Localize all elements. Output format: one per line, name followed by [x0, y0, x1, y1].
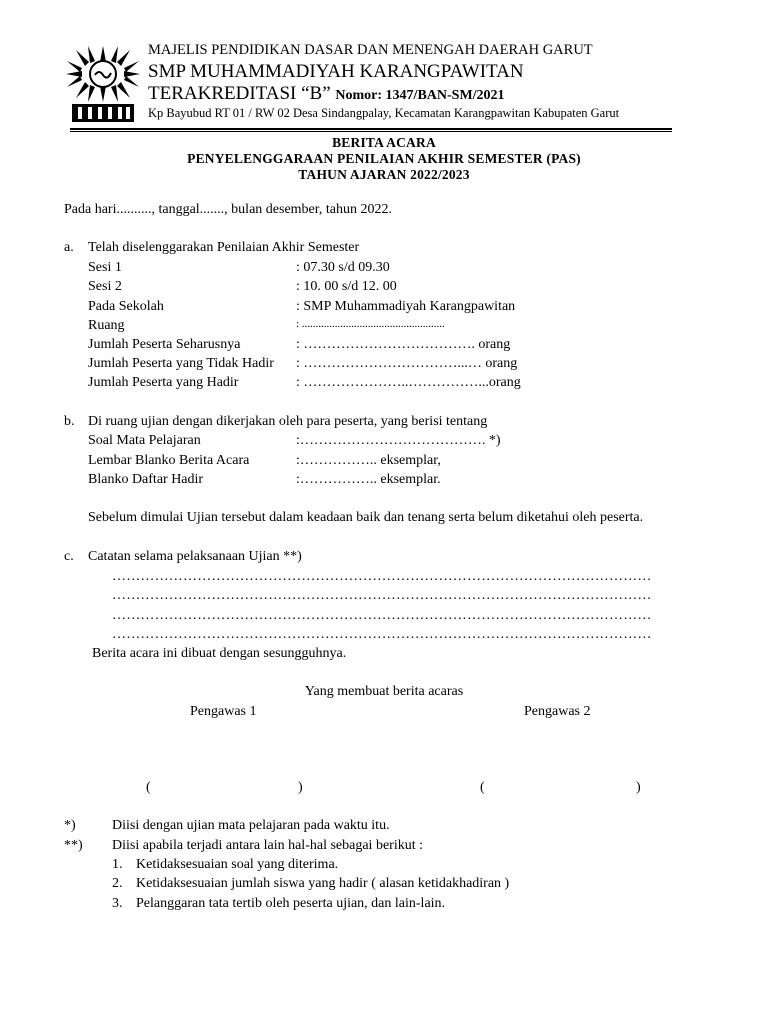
footnote-item-num: 3.	[112, 896, 123, 911]
signature-right-open: (	[480, 780, 485, 795]
notes-dotted-line: ……………………………………………………………………………………………………	[112, 627, 652, 642]
school-name: SMP MUHAMMADIYAH KARANGPAWITAN	[148, 61, 524, 82]
row-label: Jumlah Peserta Seharusnya	[88, 337, 241, 352]
row-value: : …………………..……………...orang	[296, 375, 521, 390]
row-value: :…………………………………. *)	[296, 433, 501, 448]
row-label: Soal Mata Pelajaran	[88, 433, 201, 448]
section-b-heading: Di ruang ujian dengan dikerjakan oleh para peserta, yang berisi tentang	[88, 414, 488, 429]
row-value: : ……………………………...… orang	[296, 356, 518, 371]
school-address: Kp Bayubud RT 01 / RW 02 Desa Sindangpalay, Kecamatan Karangpawitan Kabupaten Garut	[148, 106, 620, 120]
row-value: : 07.30 s/d 09.30	[296, 260, 390, 275]
row-value: : ....................................................	[296, 318, 445, 330]
signature-left-open: (	[146, 780, 151, 795]
footnote-item-text: Ketidaksesuaian jumlah siswa yang hadir ( alasan ketidakhadiran )	[136, 876, 510, 891]
accreditation: TERAKREDITASI “B”	[148, 83, 331, 104]
signature-left-title: Pengawas 1	[190, 704, 257, 719]
doc-title-3: TAHUN AJARAN 2022/2023	[298, 167, 470, 182]
section-b-marker: b.	[64, 414, 75, 429]
row-label: Ruang	[88, 318, 125, 333]
row-value: : 10. 00 s/d 12. 00	[296, 279, 397, 294]
section-c-marker: c.	[64, 549, 74, 564]
footnote-star1-text: Diisi dengan ujian mata pelajaran pada waktu itu.	[112, 818, 390, 833]
row-value: : ………………………………. orang	[296, 337, 511, 352]
footnote-item-text: Pelanggaran tata tertib oleh peserta ujian, dan lain-lain.	[136, 896, 446, 911]
intro-line: Pada hari.........., tanggal......., bulan desember, tahun 2022.	[64, 202, 392, 217]
row-label: Sesi 2	[88, 279, 122, 294]
row-label: Blanko Daftar Hadir	[88, 472, 204, 487]
signature-right-close: )	[636, 780, 641, 795]
signature-left-close: )	[298, 780, 303, 795]
footnote-item-num: 2.	[112, 876, 123, 891]
doc-title-2: PENYELENGGARAAN PENILAIAN AKHIR SEMESTER (PAS)	[187, 151, 581, 166]
accreditation-number: Nomor: 1347/BAN-SM/2021	[335, 88, 505, 103]
row-value: :…………….. eksemplar,	[296, 453, 441, 468]
accreditation-line	[148, 83, 505, 105]
notes-dotted-line: ……………………………………………………………………………………………………	[112, 608, 652, 623]
row-label: Pada Sekolah	[88, 299, 164, 314]
signature-heading: Yang membuat berita acaras	[304, 684, 464, 699]
row-value: : SMP Muhammadiyah Karangpawitan	[296, 299, 516, 314]
closing-statement: Berita acara ini dibuat dengan sesungguhnya.	[92, 646, 347, 661]
section-a-heading: Telah diselenggarakan Penilaian Akhir Semester	[88, 240, 360, 255]
header-rule-thin	[70, 131, 672, 132]
footnote-star2-marker: **)	[64, 838, 83, 853]
row-label: Jumlah Peserta yang Hadir	[88, 375, 239, 390]
section-c-heading: Catatan selama pelaksanaan Ujian **)	[88, 549, 302, 564]
header-line1: MAJELIS PENDIDIKAN DASAR DAN MENENGAH DAERAH GARUT	[148, 42, 593, 58]
row-label: Lembar Blanko Berita Acara	[88, 453, 250, 468]
muhammadiyah-sun-logo-icon	[64, 44, 142, 124]
row-value: :…………….. eksemplar.	[296, 472, 441, 487]
section-b-note: Sebelum dimulai Ujian tersebut dalam keadaan baik dan tenang serta belum diketahui oleh peserta.	[88, 510, 644, 525]
notes-dotted-line: ……………………………………………………………………………………………………	[112, 569, 652, 584]
row-label: Sesi 1	[88, 260, 122, 275]
signature-right-title: Pengawas 2	[524, 704, 591, 719]
doc-title-1: BERITA ACARA	[332, 135, 436, 150]
notes-dotted-line: ……………………………………………………………………………………………………	[112, 588, 652, 603]
section-a-marker: a.	[64, 240, 74, 255]
header-rule	[70, 128, 672, 130]
footnote-star1-marker: *)	[64, 818, 76, 833]
footnote-item-text: Ketidaksesuaian soal yang diterima.	[136, 857, 339, 872]
footnote-star2-text: Diisi apabila terjadi antara lain hal-hal sebagai berikut :	[112, 838, 423, 853]
footnote-item-num: 1.	[112, 857, 123, 872]
row-label: Jumlah Peserta yang Tidak Hadir	[88, 356, 274, 371]
